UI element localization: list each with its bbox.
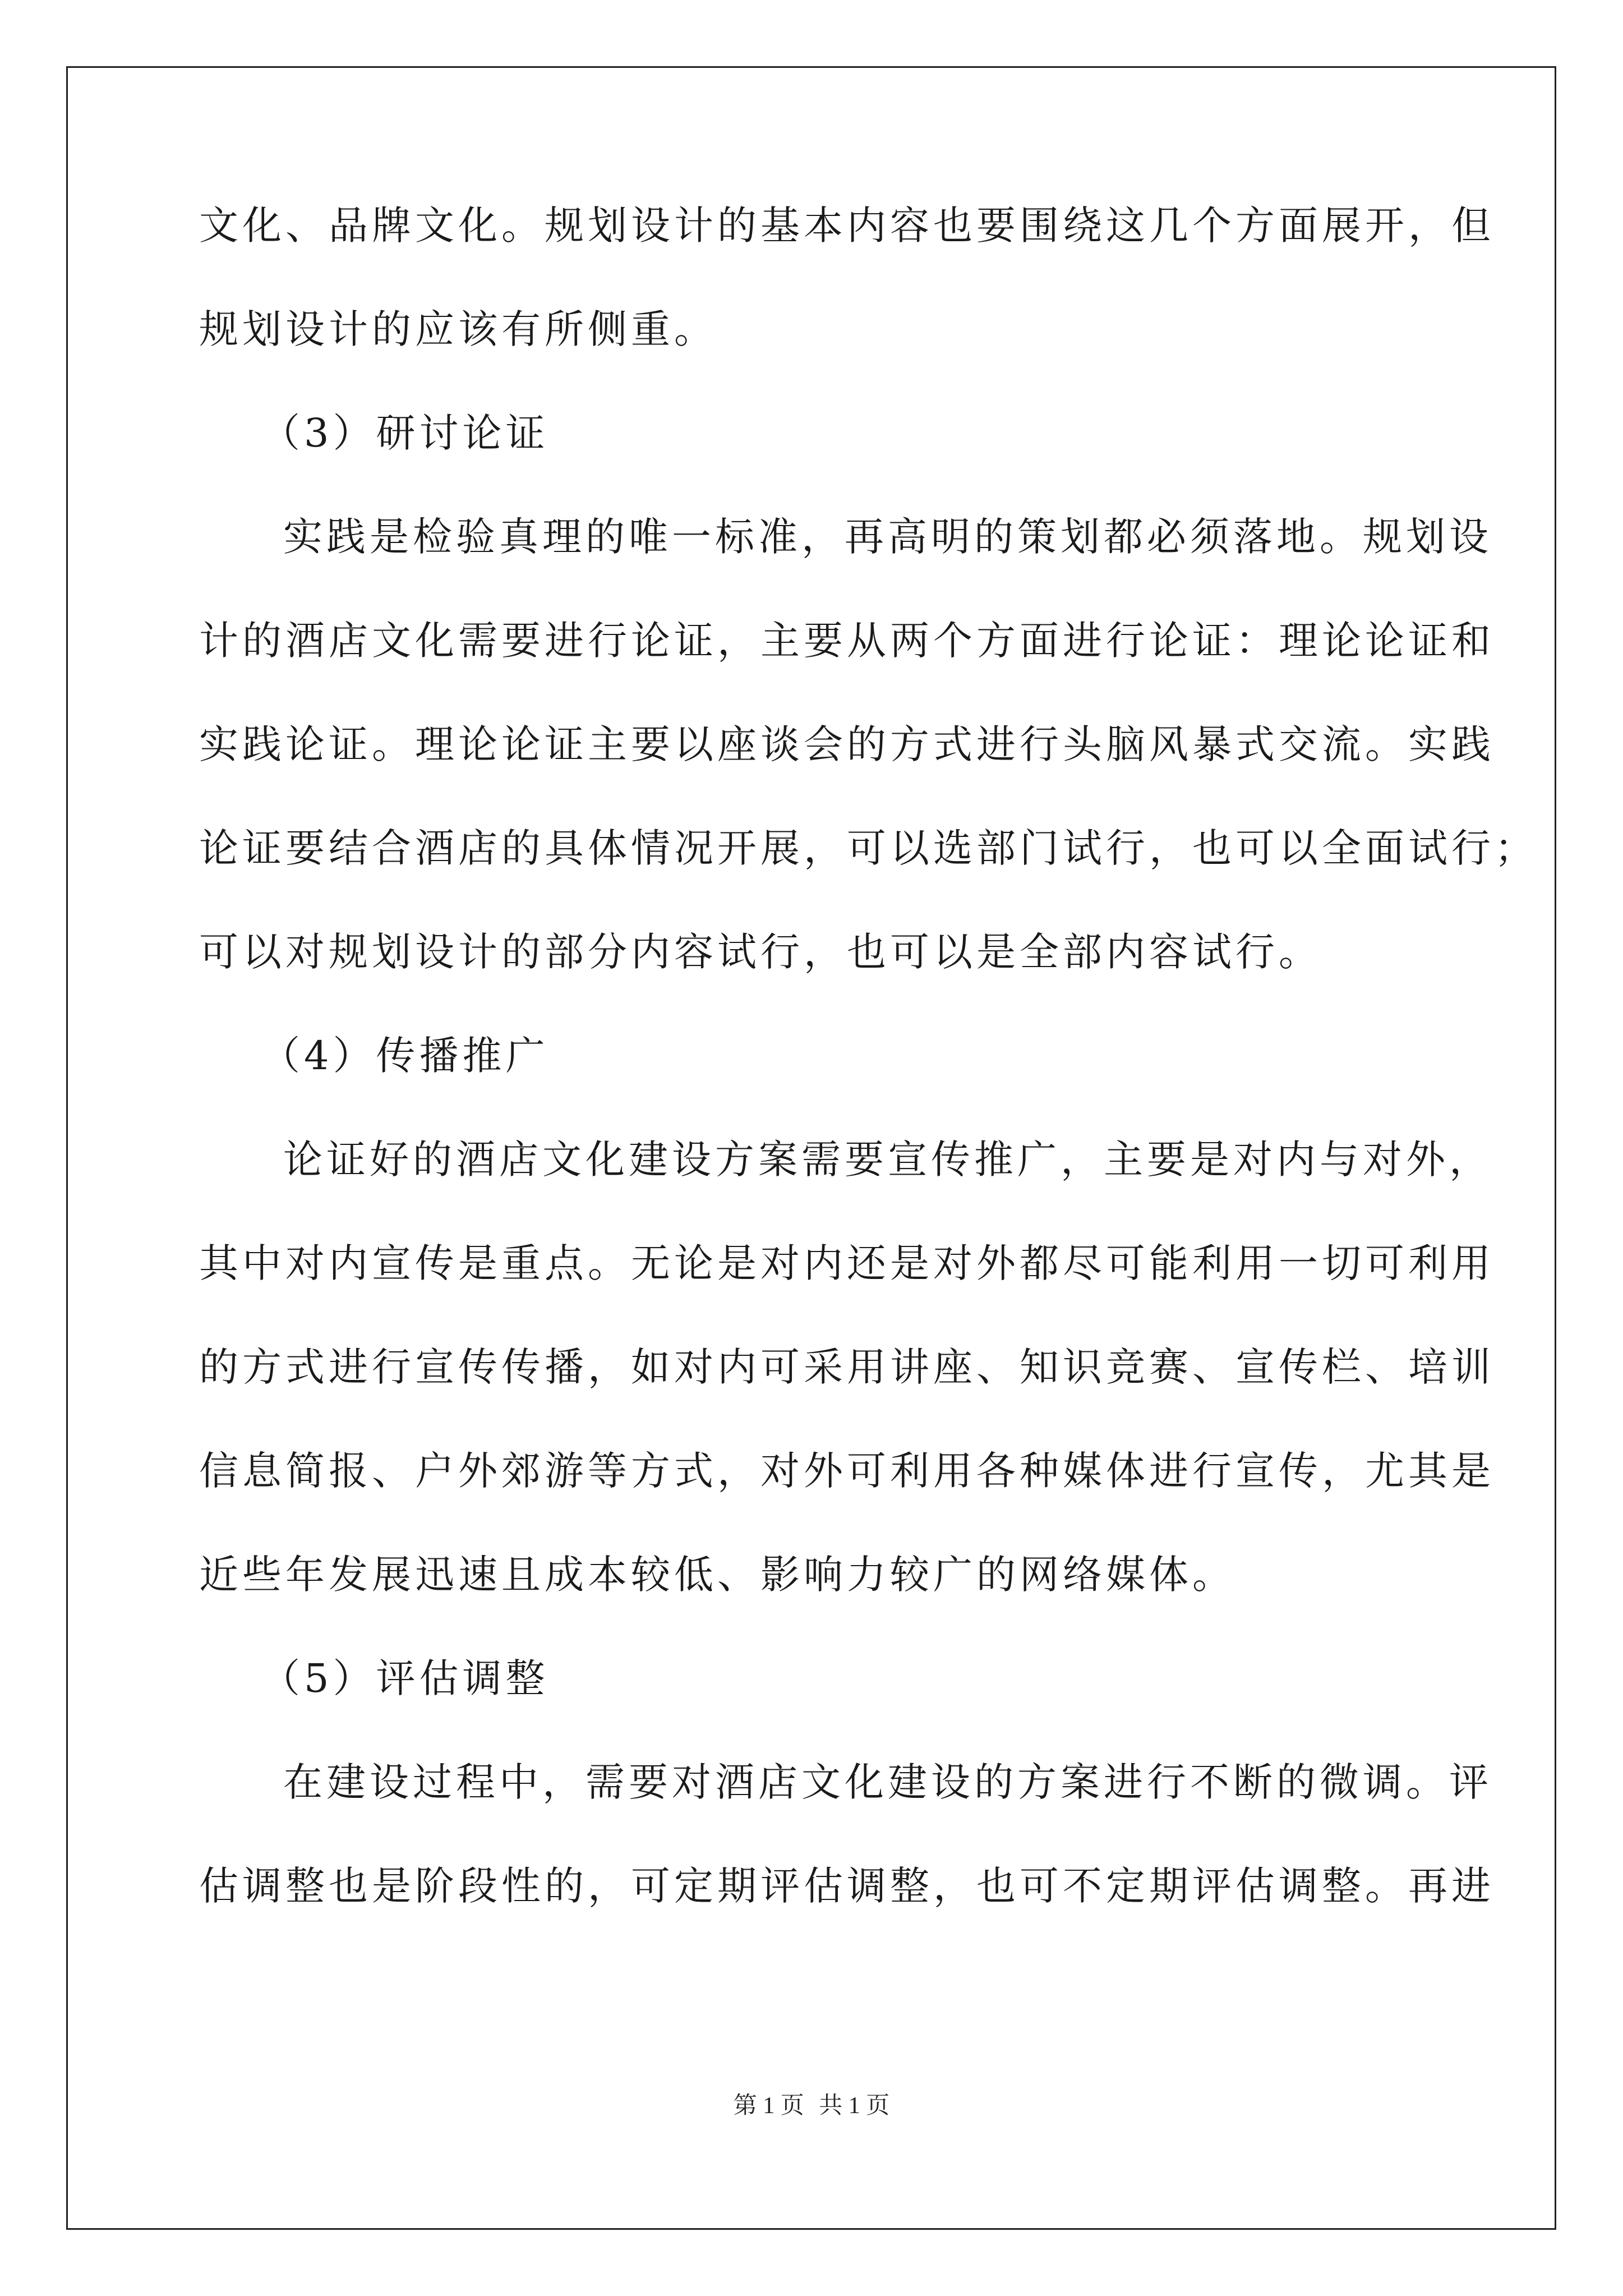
text-line: 规划设计的应该有所侧重。 (199, 306, 717, 352)
paragraph (199, 513, 1538, 976)
paragraph-continued (199, 202, 1495, 353)
text-line: 实践是检验真理的唯一标准，再高明的策划都必须落地。规划设 (283, 514, 1492, 560)
section-heading: （3）研讨论证 (261, 410, 549, 456)
document-body (199, 202, 1538, 1910)
section-heading: （4）传播推广 (261, 1033, 549, 1079)
text-line: 近些年发展迅速且成本较低、影响力较广的网络媒体。 (199, 1552, 1235, 1598)
text-line: 论证好的酒店文化建设方案需要宣传推广，主要是对内与对外， (283, 1137, 1492, 1182)
text-line: 在建设过程中，需要对酒店文化建设的方案进行不断的微调。评 (283, 1759, 1492, 1805)
text-line: 信息简报、户外郊游等方式，对外可利用各种媒体进行宣传，尤其是 (199, 1448, 1495, 1494)
text-line: 估调整也是阶段性的，可定期评估调整，也可不定期评估调整。再进 (199, 1863, 1495, 1909)
page-total: 共 1 页 (819, 2093, 890, 2119)
text-line: 的方式进行宣传传播，如对内可采用讲座、知识竞赛、宣传栏、培训 (199, 1344, 1495, 1390)
text-line: 论证要结合酒店的具体情况开展，可以选部门试行，也可以全面试行； (199, 825, 1538, 871)
text-line: 可以对规划设计的部分内容试行，也可以是全部内容试行。 (199, 929, 1322, 975)
text-line: 其中对内宣传是重点。无论是对内还是对外都尽可能利用一切可利用 (199, 1240, 1495, 1286)
page-number: 第 1 页 (733, 2093, 804, 2119)
text-line: 实践论证。理论论证主要以座谈会的方式进行头脑风暴式交流。实践 (199, 721, 1495, 767)
section-heading: （5）评估调整 (261, 1655, 549, 1701)
page-footer (0, 2087, 1623, 2120)
text-line: 计的酒店文化需要进行论证，主要从两个方面进行论证：理论论证和 (199, 618, 1495, 664)
paragraph (199, 1759, 1495, 1910)
text-line: 文化、品牌文化。规划设计的基本内容也要围绕这几个方面展开，但 (199, 203, 1495, 249)
paragraph (199, 1136, 1495, 1599)
